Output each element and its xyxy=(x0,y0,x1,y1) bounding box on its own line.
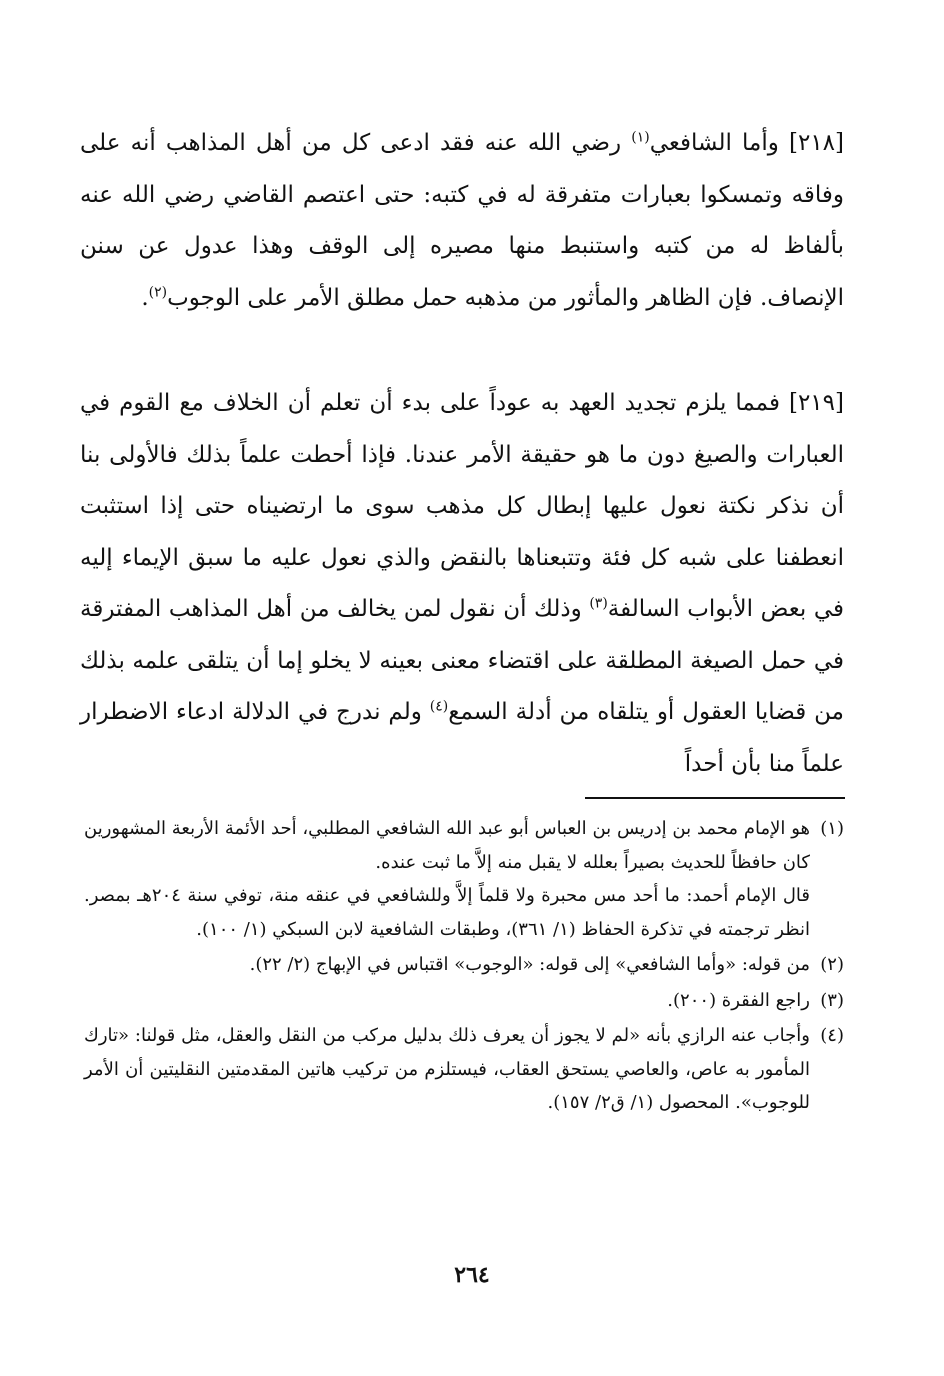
paragraph-text-part: وأما الشافعي xyxy=(649,130,779,156)
footnote-reference[interactable]: (٣) xyxy=(589,595,608,612)
footnote-number: (٣) xyxy=(820,989,844,1011)
footnote-body xyxy=(84,984,810,1018)
footnote-line: وأجاب عنه الرازي بأنه «لم لا يجوز أن يعرف ذلك بدليل مركب من النقل والعقل، مثل قولنا: «تارك المأمور به عاص، والعاصي يستحق العقاب، فيستلزم من تركيب هاتين المقدمتين النقليتين أن الأمر للوجوب». المحصول (١/ ق٢/ ١٥٧). xyxy=(84,1025,810,1113)
paragraph-text-part: رضي الله عنه فقد ادعى كل من أهل المذاهب أنه على وفاقه وتمسكوا بعبارات متفرقة له في كتبه: حتى اعتصم القاضي رضي الله عنه بألفاظ له من كتبه واستنبط منها مصيره إلى الوقف وهذا عدول عن سنن الإنصاف. فإن الظاهر والمأثور من مذهبه حمل مطلق الأمر على الوجوب xyxy=(80,130,844,311)
footnote-number: (٢) xyxy=(820,954,844,975)
footnote-3 xyxy=(84,984,844,1018)
footnote-number: (١) xyxy=(820,818,844,839)
footnote-line: راجع الفقرة (٢٠٠). xyxy=(667,989,810,1011)
footnote-2 xyxy=(84,948,844,982)
paragraph-text-part: ولم ندرج في الدلالة ادعاء الاضطرار علماً منا بأن أحداً xyxy=(80,699,844,777)
footnote-reference[interactable]: (٢) xyxy=(148,283,168,300)
footnote-line: من قوله: «وأما الشافعي» إلى قوله: «الوجوب» اقتباس في الإبهاج (٢/ ٢٢). xyxy=(249,954,810,975)
paragraph-number: [٢١٩] xyxy=(788,390,844,416)
main-paragraph-219 xyxy=(80,378,844,790)
footnote-1 xyxy=(84,812,844,946)
paragraph-text xyxy=(80,378,844,790)
footnote-4 xyxy=(84,1019,844,1120)
footnote-line: قال الإمام أحمد: ما أحد مس محبرة ولا قلماً إلاَّ وللشافعي في عنقه منة، توفي سنة ٢٠٤هـ بمصر. انظر ترجمته في تذكرة الحفاظ (١/ ٣٦١)، وطبقات الشافعية لابن السبكي (١/ ١٠٠). xyxy=(84,885,810,940)
footnote-number: (٤) xyxy=(820,1025,844,1046)
paragraph-text-part: فمما يلزم تجديد العهد به عوداً على بدء أن تعلم أن الخلاف مع القوم في العبارات والصيغ دون ما هو حقيقة الأمر عندنا. فإذا أحطت علماً بذلك فالأولى بنا أن نذكر نكتة نعول عليها إبطال كل مذهب سوى ما ارتضيناه حتى إذا استثبت انعطفنا على شبه كل فئة وتتبعناها بالنقض والذي نعول عليه ما سبق الإيماء إليه في بعض الأبواب السالفة xyxy=(80,390,844,622)
paragraph-text xyxy=(80,118,844,324)
footnote-body xyxy=(84,812,810,946)
footnote-divider xyxy=(585,797,845,799)
footnote-body xyxy=(84,948,810,982)
paragraph-text-part: . xyxy=(141,284,149,311)
paragraph-number: [٢١٨] xyxy=(788,130,845,156)
paragraph-text-part: وذلك أن نقول لمن يخالف من أهل المذاهب المفترقة في حمل الصيغة المطلقة على اقتضاء معنى بعينه لا يخلو إما أن يتلقى علمه بذلك من قضايا العقول أو يتلقاه من أدلة السمع xyxy=(80,596,844,725)
footnote-line: هو الإمام محمد بن إدريس بن العباس أبو عبد الله الشافعي المطلبي، أحد الأئمة الأربعة المشهورين كان حافظاً للحديث بصيراً بعلله لا يقبل منه إلاَّ ما ثبت عنده. xyxy=(84,818,810,873)
page-number: ٢٦٤ xyxy=(454,1262,490,1288)
main-paragraph-218 xyxy=(80,118,844,324)
footnote-reference[interactable]: (١) xyxy=(631,129,650,146)
footnote-reference[interactable]: (٤) xyxy=(429,698,449,715)
footnote-body xyxy=(84,1019,810,1120)
footnotes-section xyxy=(84,812,844,1122)
